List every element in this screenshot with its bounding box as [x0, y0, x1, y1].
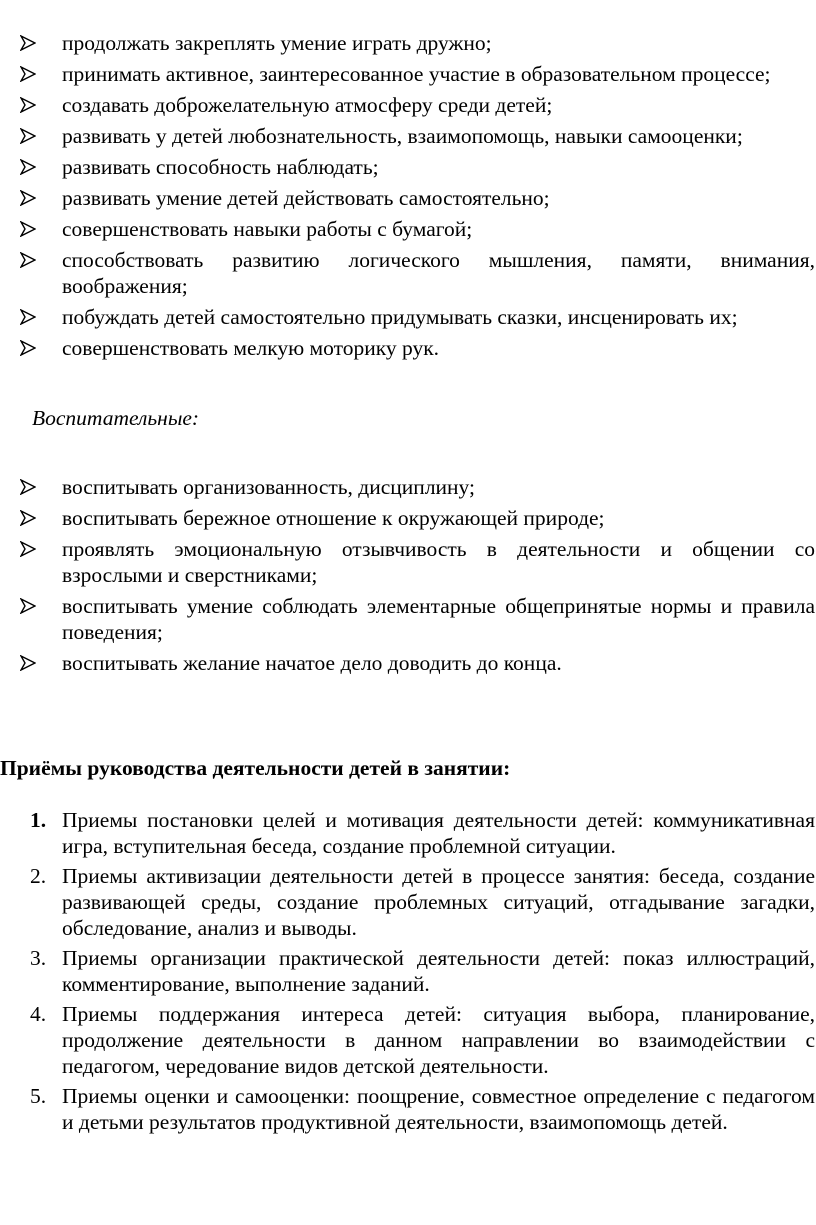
list-item — [20, 154, 815, 180]
list-item — [20, 216, 815, 242]
list-item — [20, 650, 815, 676]
list-item-text: воспитывать организованность, дисциплину; — [62, 475, 475, 499]
list-item-text: Приемы постановки целей и мотивация деятельности детей: коммуникативная игра, вступительная беседа, создание проблемной ситуации. — [62, 808, 815, 858]
list-item — [30, 1083, 815, 1135]
list-item — [30, 945, 815, 997]
arrow-bullet-icon — [20, 35, 36, 51]
list-item-text: воспитывать бережное отношение к окружающей природе; — [62, 506, 605, 530]
list-item-number: 3. — [30, 946, 47, 970]
list-item — [30, 1001, 815, 1079]
list-item-number: 5. — [30, 1084, 47, 1108]
arrow-bullet-icon — [20, 221, 36, 237]
list-item — [20, 92, 815, 118]
list-item-text: побуждать детей самостоятельно придумывать сказки, инсценировать их; — [62, 305, 738, 329]
list-item — [20, 505, 815, 531]
arrow-bullet-icon — [20, 309, 36, 325]
arrow-bullet-icon — [20, 190, 36, 206]
list-item — [30, 863, 815, 941]
list-item — [20, 247, 815, 299]
list-item — [30, 807, 815, 859]
list-item-number: 4. — [30, 1002, 47, 1026]
educational-heading: Воспитательные: — [32, 406, 200, 430]
developing-tasks-list — [20, 30, 815, 366]
list-item-text: принимать активное, заинтересованное участие в образовательном процессе; — [62, 62, 771, 86]
methods-title: Приёмы руководства деятельности детей в занятии: — [0, 756, 511, 780]
educational-tasks-list — [20, 474, 815, 681]
arrow-bullet-icon — [20, 66, 36, 82]
list-item-number: 1. — [30, 808, 47, 832]
list-item-text: развивать способность наблюдать; — [62, 155, 379, 179]
arrow-bullet-icon — [20, 97, 36, 113]
list-item-text: способствовать развитию логического мышления, памяти, внимания, воображения; — [62, 248, 815, 298]
list-item-text: Приемы оценки и самооценки: поощрение, совместное определение с педагогом и детьми результатов продуктивной деятельности, взаимопомощь детей. — [62, 1084, 815, 1134]
list-item — [20, 536, 815, 588]
arrow-bullet-icon — [20, 340, 36, 356]
list-item-text: совершенствовать навыки работы с бумагой; — [62, 217, 473, 241]
methods-list — [30, 807, 815, 1139]
arrow-bullet-icon — [20, 598, 36, 614]
list-item-text: продолжать закреплять умение играть дружно; — [62, 31, 492, 55]
list-item — [20, 335, 815, 361]
list-item-number: 2. — [30, 864, 47, 888]
list-item-text: воспитывать желание начатое дело доводить до конца. — [62, 651, 562, 675]
list-item-text: Приемы поддержания интереса детей: ситуация выбора, планирование, продолжение деятельности в данном направлении во взаимодействии с педагогом, чередование видов детской деятельности. — [62, 1002, 815, 1078]
arrow-bullet-icon — [20, 510, 36, 526]
list-item-text: совершенствовать мелкую моторику рук. — [62, 336, 440, 360]
list-item-text: воспитывать умение соблюдать элементарные общепринятые нормы и правила поведения; — [62, 594, 815, 644]
list-item-text: создавать доброжелательную атмосферу среди детей; — [62, 93, 553, 117]
arrow-bullet-icon — [20, 128, 36, 144]
list-item — [20, 593, 815, 645]
list-item — [20, 474, 815, 500]
arrow-bullet-icon — [20, 655, 36, 671]
arrow-bullet-icon — [20, 159, 36, 175]
list-item — [20, 30, 815, 56]
list-item-text: Приемы активизации деятельности детей в процессе занятия: беседа, создание развивающей среды, создание проблемных ситуаций, отгадывание загадки, обследование, анализ и выводы. — [62, 864, 815, 940]
list-item — [20, 304, 815, 330]
list-item-text: Приемы организации практической деятельности детей: показ иллюстраций, комментирование, выполнение заданий. — [62, 946, 815, 996]
list-item-text: проявлять эмоциональную отзывчивость в деятельности и общении со взрослыми и сверстниками; — [62, 537, 815, 587]
arrow-bullet-icon — [20, 541, 36, 557]
list-item — [20, 123, 815, 149]
list-item-text: развивать умение детей действовать самостоятельно; — [62, 186, 550, 210]
list-item — [20, 185, 815, 211]
list-item-text: развивать у детей любознательность, взаимопомощь, навыки самооценки; — [62, 124, 743, 148]
list-item — [20, 61, 815, 87]
arrow-bullet-icon — [20, 252, 36, 268]
arrow-bullet-icon — [20, 479, 36, 495]
